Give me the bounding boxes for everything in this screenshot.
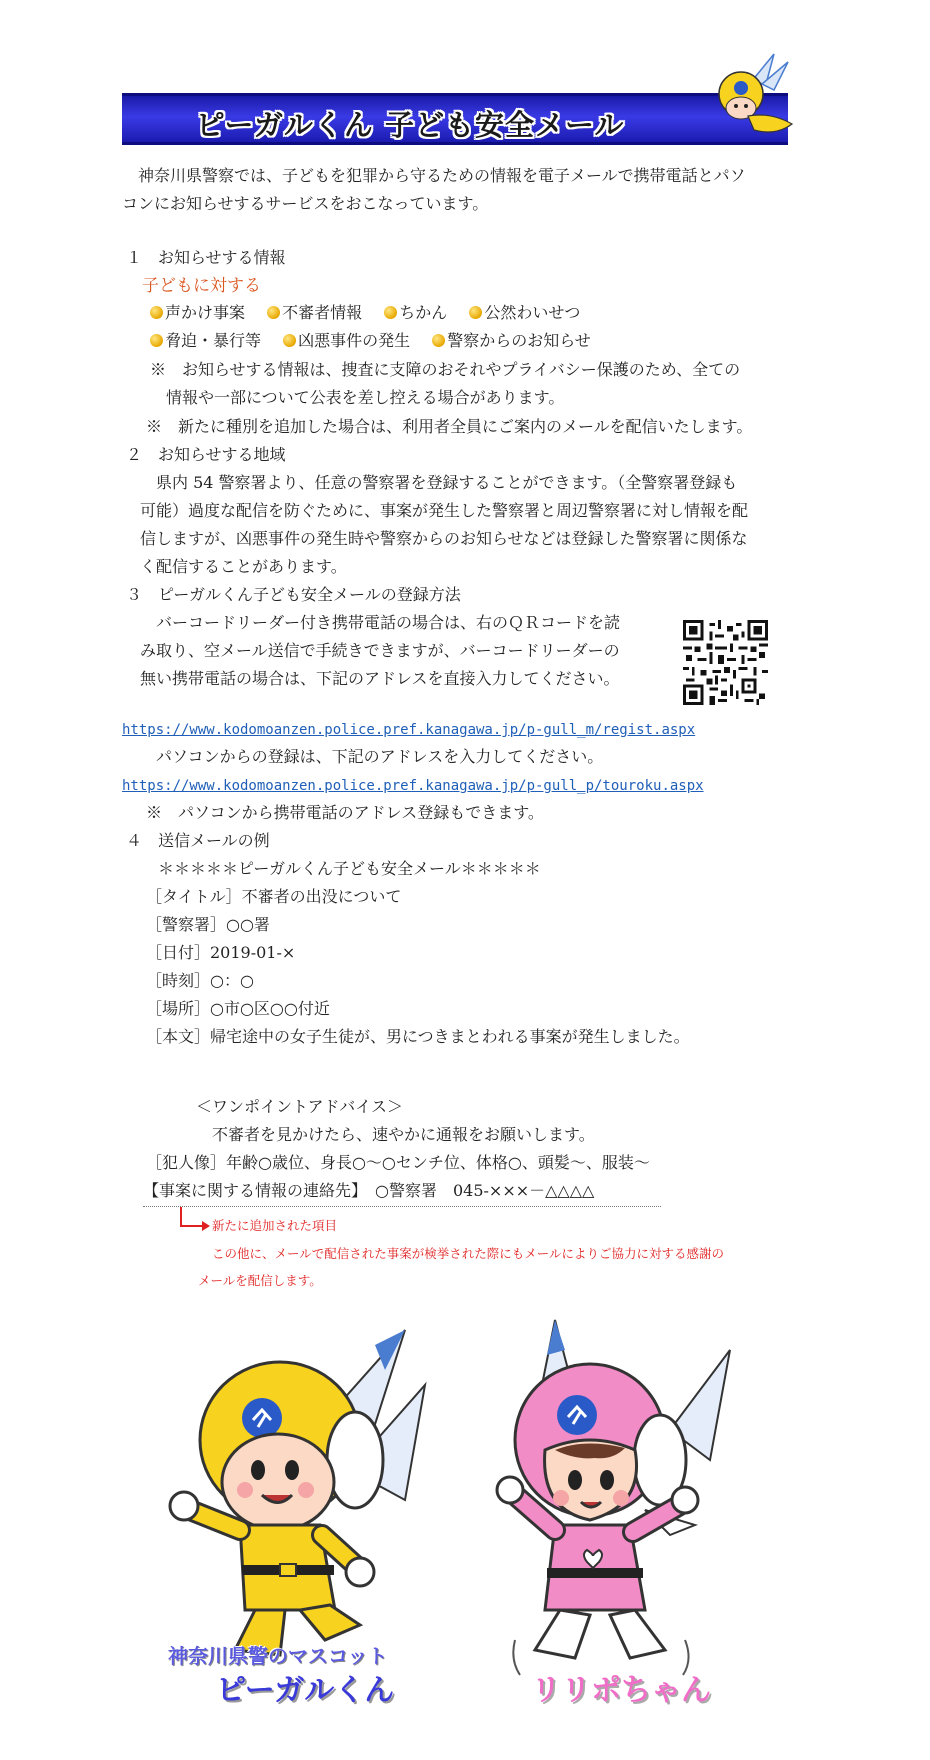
category-item: 声かけ事案 xyxy=(165,303,246,322)
section2-line-4: く配信することがあります。 xyxy=(140,557,347,576)
left-mascot-caption-small: 神奈川県警のマスコット xyxy=(168,1644,388,1668)
section1-subheading: 子どもに対する xyxy=(142,276,261,296)
right-mascot-caption: リリポちゃん xyxy=(531,1673,711,1708)
section2-line-2: 可能）過度な配信を防ぐために、事案が発生した警察署と周辺警察署に対し情報を配 xyxy=(140,501,749,520)
category-item: 脅迫・暴行等 xyxy=(165,331,262,350)
section4-heading: ４ 送信メールの例 xyxy=(126,831,270,850)
contact-line: 【事案に関する情報の連絡先】 ○警察署 045-×××－△△△△ xyxy=(143,1181,595,1200)
title-banner xyxy=(122,93,788,145)
category-item: ちかん xyxy=(399,303,448,322)
pc-registration-link[interactable]: https://www.kodomoanzen.police.pref.kanagawa.jp/p-gull_p/touroku.aspx xyxy=(122,778,704,794)
section2-line-1: 県内 54 警察署より、任意の警察署を登録することができます。（全警察署登録も xyxy=(140,473,738,492)
section1-note1-line2: 情報や一部について公表を差し控える場合があります。 xyxy=(166,388,565,407)
new-item-note: 新たに追加された項目 xyxy=(212,1218,338,1233)
suspect-line: ［犯人像］年齢○歳位、身長○～○センチ位、体格○、頭髪～、服装～ xyxy=(146,1153,650,1172)
mobile-registration-link[interactable]: https://www.kodomoanzen.police.pref.kanagawa.jp/p-gull_m/regist.aspx xyxy=(122,722,696,738)
bullet-icon xyxy=(283,334,296,347)
advice-heading: ＜ワンポイントアドバイス＞ xyxy=(196,1097,404,1116)
section2-line-3: 信しますが、凶悪事件の発生時や警察からのお知らせなどは登録した警察署に関係な xyxy=(140,529,748,548)
section3-line-3: 無い携帯電話の場合は、下記のアドレスを直接入力してください。 xyxy=(140,669,620,688)
sample-date-line: ［日付］2019-01-× xyxy=(146,943,296,962)
section3-note: ※ パソコンから携帯電話のアドレス登録もできます。 xyxy=(146,803,544,822)
sample-body-line: ［本文］帰宅途中の女子生徒が、男につきまとわれる事案が発生しました。 xyxy=(146,1027,690,1046)
sample-place-line: ［場所］○市○区○○付近 xyxy=(146,999,330,1018)
liripo-mascot-icon xyxy=(495,1310,755,1710)
advice-text: 不審者を見かけたら、速やかに通報をお願いします。 xyxy=(212,1125,595,1144)
sample-title-line: ［タイトル］不審者の出没について xyxy=(146,887,402,906)
intro-line-2: コンにお知らせするサービスをおこなっています。 xyxy=(122,194,489,213)
bullet-icon xyxy=(150,306,163,319)
left-mascot-caption-large: ピーガルくん xyxy=(216,1673,395,1708)
section3-heading: ３ ピーガルくん子ども安全メールの登録方法 xyxy=(126,585,461,604)
arrow-head-icon xyxy=(202,1221,210,1231)
intro-line-1: 神奈川県警察では、子どもを犯罪から守るための情報を電子メールで携帯電話とパソ xyxy=(122,166,746,185)
qr-code-icon xyxy=(683,620,768,705)
sample-mail-banner: ＊＊＊＊＊ピーガルくん子ども安全メール＊＊＊＊＊ xyxy=(158,859,541,878)
bullet-icon xyxy=(384,306,397,319)
section2-heading: ２ お知らせする地域 xyxy=(126,445,286,464)
category-row-2 xyxy=(150,327,591,355)
arrow-line xyxy=(180,1225,203,1227)
category-item: 凶悪事件の発生 xyxy=(298,331,411,350)
pc-registration-text: パソコンからの登録は、下記のアドレスを入力してください。 xyxy=(156,747,604,766)
arrow-icon xyxy=(180,1207,182,1226)
sample-station-line: ［警察署］○○署 xyxy=(146,915,270,934)
category-item: 警察からのお知らせ xyxy=(447,331,591,350)
sample-time-line: ［時刻］○：○ xyxy=(146,971,254,990)
extra-line-2: メールを配信します。 xyxy=(198,1273,322,1288)
bullet-icon xyxy=(469,306,482,319)
bullet-icon xyxy=(267,306,280,319)
page-title: ピーガルくん 子ども安全メール xyxy=(195,108,625,142)
category-item: 不審者情報 xyxy=(282,303,363,322)
bullet-icon xyxy=(150,334,163,347)
section3-line-1: バーコードリーダー付き携帯電話の場合は、右のＱＲコードを読 xyxy=(140,613,621,632)
banner-mascot-icon xyxy=(696,52,796,142)
section1-heading: １ お知らせする情報 xyxy=(126,248,286,267)
category-row-1 xyxy=(150,299,580,327)
new-item-underline xyxy=(143,1206,661,1207)
section3-line-2: み取り、空メール送信で手続きできますが、バーコードリーダーの xyxy=(140,641,620,660)
extra-line-1: この他に、メールで配信された事案が検挙された際にもメールによりご協力に対する感謝の xyxy=(212,1246,725,1261)
section1-note2: ※ 新たに種別を追加した場合は、利用者全員にご案内のメールを配信いたします。 xyxy=(146,417,753,436)
category-item: 公然わいせつ xyxy=(484,303,581,322)
bullet-icon xyxy=(432,334,445,347)
section1-note1-line1: ※ お知らせする情報は、捜査に支障のおそれやプライバシー保護のため、全ての xyxy=(150,360,741,379)
